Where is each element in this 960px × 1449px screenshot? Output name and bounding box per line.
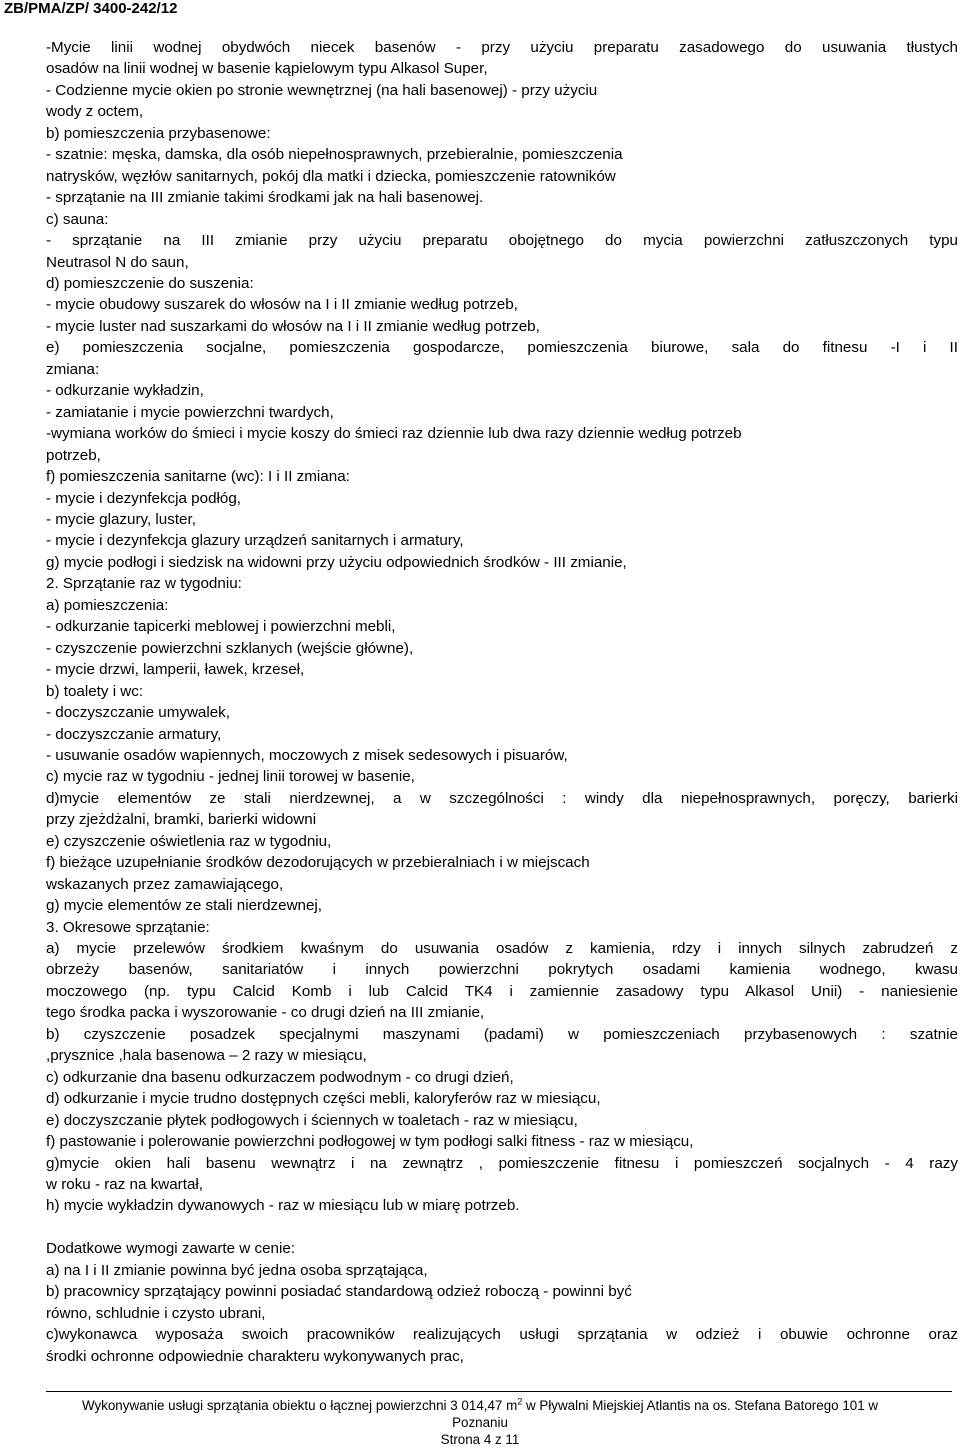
footer-divider bbox=[46, 1391, 952, 1392]
text-line: b) pracownicy sprzątający powinni posiadać standardową odzież roboczą - powinni być bbox=[46, 1283, 632, 1301]
text-line: wody z octem, bbox=[46, 103, 144, 121]
document-reference: ZB/PMA/ZP/ 3400-242/12 bbox=[4, 0, 178, 17]
text-line: - sprzątanie na III zmianie przy użyciu preparatu obojętnego do mycia powierzchni zatłuszczonych typu bbox=[46, 232, 958, 250]
text-line: - mycie luster nad suszarkami do włosów na I i II zmianie według potrzeb, bbox=[46, 317, 540, 335]
text-line: - mycie drzwi, lamperii, ławek, krzeseł, bbox=[46, 661, 305, 679]
text-line: a) mycie przelewów środkiem kwaśnym do usuwania osadów z kamienia, rdzy i innych silnych zabrudzeń z bbox=[46, 940, 958, 958]
text-line: b) czyszczenie posadzek specjalnymi maszynami (padami) w pomieszczeniach przybasenowych : szatnie bbox=[46, 1025, 958, 1043]
text-line: - zamiatanie i mycie powierzchni twardych, bbox=[46, 403, 334, 421]
text-line: g) mycie elementów ze stali nierdzewnej, bbox=[46, 897, 323, 915]
text-line: d)mycie elementów ze stali nierdzewnej, a w szczególności : windy dla niepełnosprawnych, poręczy, barierki bbox=[46, 789, 958, 807]
text-line: h) mycie wykładzin dywanowych - raz w miesiącu lub w miarę potrzeb. bbox=[46, 1197, 520, 1215]
blank-line bbox=[46, 1217, 958, 1238]
text-line: - czyszczenie powierzchni szklanych (wejście główne), bbox=[46, 639, 414, 657]
text-line: Dodatkowe wymogi zawarte w cenie: bbox=[46, 1240, 296, 1258]
text-line: f) pastowanie i polerowanie powierzchni podłogowej w tym podłogi salki fitness - raz w miesiącu, bbox=[46, 1133, 694, 1151]
text-line: - doczyszczanie armatury, bbox=[46, 725, 222, 743]
text-line: b) pomieszczenia przybasenowe: bbox=[46, 124, 271, 142]
text-line: - mycie obudowy suszarek do włosów na I i II zmianie według potrzeb, bbox=[46, 296, 518, 314]
text-line: tego środka packa i wyszorowanie - co drugi dzień na III zmianie, bbox=[46, 1004, 485, 1022]
text-line: d) pomieszczenie do suszenia: bbox=[46, 274, 254, 292]
text-line: natrysków, węzłów sanitarnych, pokój dla matki i dziecka, pomieszczenie ratowników bbox=[46, 167, 616, 185]
text-line: - mycie glazury, luster, bbox=[46, 510, 196, 528]
text-line: d) odkurzanie i mycie trudno dostępnych części mebli, kaloryferów raz w miesiącu, bbox=[46, 1090, 601, 1108]
text-line: równo, schludnie i czysto ubrani, bbox=[46, 1304, 266, 1322]
text-line: f) bieżące uzupełnianie środków dezodorujących w przebieralniach i w miejscach bbox=[46, 854, 590, 872]
text-line: potrzeb, bbox=[46, 446, 101, 464]
text-line: - odkurzanie tapicerki meblowej i powierzchni mebli, bbox=[46, 618, 396, 636]
text-line: moczowego (np. typu Calcid Komb i lub Calcid TK4 i zamiennie zasadowy typu Alkasol Unii) - naniesienie bbox=[46, 982, 958, 1000]
text-line: - szatnie: męska, damska, dla osób niepełnosprawnych, przebieralnie, pomieszczenia bbox=[46, 146, 623, 164]
text-line: g)mycie okien hali basenu wewnątrz i na zewnątrz , pomieszczenie fitnesu i pomieszczeń socjalnych - 4 razy bbox=[46, 1154, 958, 1172]
text-line: -wymiana worków do śmieci i mycie koszy do śmieci raz dziennie lub dwa razy dziennie według potrzeb bbox=[46, 425, 742, 443]
text-line: środki ochronne odpowiednie charakteru wykonywanych prac, bbox=[46, 1347, 464, 1365]
text-line: - mycie i dezynfekcja podłóg, bbox=[46, 489, 241, 507]
text-line: wskazanych przez zamawiającego, bbox=[46, 875, 284, 893]
text-line: c) mycie raz w tygodniu - jednej linii torowej w basenie, bbox=[46, 768, 415, 786]
text-line: b) toalety i wc: bbox=[46, 682, 144, 700]
text-line: - sprzątanie na III zmianie takimi środkami jak na hali basenowej. bbox=[46, 189, 484, 207]
text-line: Neutrasol N do saun, bbox=[46, 253, 189, 271]
text-line: osadów na linii wodnej w basenie kąpielowym typu Alkasol Super, bbox=[46, 60, 488, 78]
text-line: zmiana: bbox=[46, 360, 100, 378]
text-line: - usuwanie osadów wapiennych, moczowych z misek sedesowych i pisuarów, bbox=[46, 746, 568, 764]
text-line: a) pomieszczenia: bbox=[46, 596, 169, 614]
text-line: f) pomieszczenia sanitarne (wc): I i II zmiana: bbox=[46, 468, 350, 486]
text-line: c) sauna: bbox=[46, 210, 109, 228]
text-line: - odkurzanie wykładzin, bbox=[46, 382, 204, 400]
text-line: 3. Okresowe sprzątanie: bbox=[46, 918, 210, 936]
document-body bbox=[46, 37, 958, 1367]
footer-city: Poznaniu bbox=[452, 1415, 508, 1430]
text-line: przy zjeżdżalni, bramki, barierki widowni bbox=[46, 811, 317, 829]
text-line: obrzeży basenów, sanitariatów i innych powierzchni pokrytych osadami kamienia wodnego, kwasu bbox=[46, 961, 958, 979]
text-line: 2. Sprzątanie raz w tygodniu: bbox=[46, 575, 242, 593]
footer-description: Wykonywanie usługi sprzątania obiektu o łącznej powierzchni 3 014,47 $m^2$ w Pływalni Miejskiej Atlantis na os. Stefana Batorego 101 w bbox=[81, 1396, 879, 1413]
text-line: c)wykonawca wyposaża swoich pracowników realizujących usługi sprzątania w odzież i obuwie ochronne oraz bbox=[46, 1326, 958, 1344]
text-line: w roku - raz na kwartał, bbox=[46, 1176, 203, 1194]
text-line: e) doczyszczanie płytek podłogowych i ściennych w toaletach - raz w miesiącu, bbox=[46, 1111, 578, 1129]
text-line: - doczyszczanie umywalek, bbox=[46, 704, 231, 722]
page-number: Strona 4 z 11 bbox=[440, 1432, 520, 1447]
text-line: c) odkurzanie dna basenu odkurzaczem podwodnym - co drugi dzień, bbox=[46, 1068, 514, 1086]
text-line: ,prysznice ,hala basenowa – 2 razy w miesiącu, bbox=[46, 1047, 367, 1065]
page-footer bbox=[0, 1397, 960, 1448]
text-line: a) na I i II zmianie powinna być jedna osoba sprzątająca, bbox=[46, 1261, 428, 1279]
text-line: - Codzienne mycie okien po stronie wewnętrznej (na hali basenowej) - przy użyciu bbox=[46, 81, 598, 99]
text-line: -Mycie linii wodnej obydwóch niecek basenów - przy użyciu preparatu zasadowego do usuwania tłustych bbox=[46, 39, 958, 56]
text-line: - mycie i dezynfekcja glazury urządzeń sanitarnych i armatury, bbox=[46, 532, 464, 550]
text-line: e) czyszczenie oświetlenia raz w tygodniu, bbox=[46, 832, 332, 850]
text-line: e) pomieszczenia socjalne, pomieszczenia gospodarcze, pomieszczenia biurowe, sala do fitnesu -I i II bbox=[46, 339, 958, 357]
text-line: g) mycie podłogi i siedzisk na widowni przy użyciu odpowiednich środków - III zmianie, bbox=[46, 553, 627, 571]
